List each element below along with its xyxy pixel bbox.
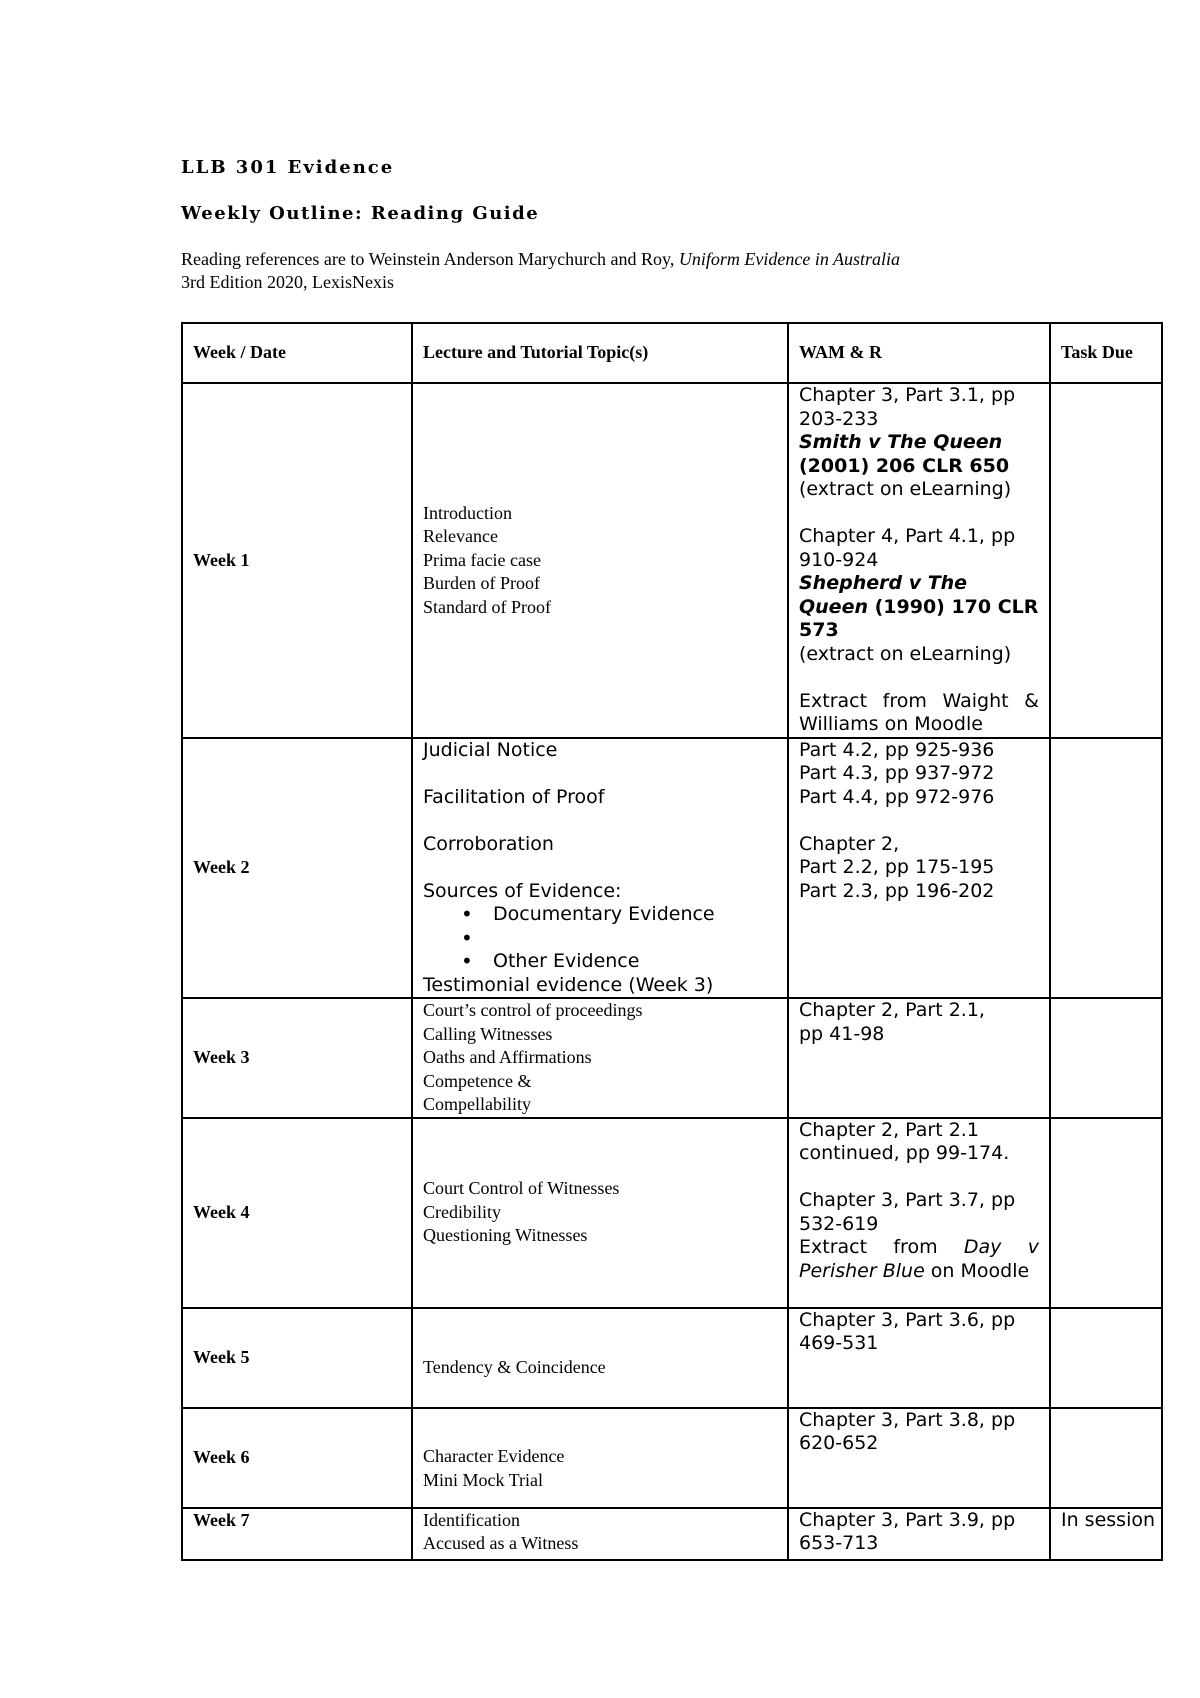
week-cell: Week 2 [182,738,412,999]
topics-cell [412,1308,788,1408]
table-row [182,998,1162,1118]
extract-suffix: on Moodle [924,1259,1030,1282]
intro-text: Reading references are to Weinstein Anderson Marychurch and Roy, [181,249,679,269]
reading-ref: Part 4.2, pp 925-936 [799,738,995,761]
case-name: Day v Perisher Blue [799,1236,1039,1282]
table-row [182,1118,1162,1308]
topic-item: Testimonial evidence (Week 3) [423,973,714,996]
bullet-item: • Other Evidence [423,950,787,974]
topic-item: Compellability [423,1094,531,1114]
topic-item: Calling Witnesses [423,1023,553,1044]
reading-ref: Chapter 4, Part 4.1, pp 910-924 [799,525,1016,571]
reading-ref: Chapter 3, Part 3.7, pp 532-619 [799,1189,1016,1235]
topic-item: Burden of Proof [423,573,540,593]
table-row [182,738,1162,999]
topic-item: Competence & [423,1070,532,1091]
document-page [181,156,1161,1554]
topic-item: Identification [423,1509,520,1530]
reading-cell [788,998,1050,1118]
topics-cell [412,1508,788,1560]
extract-prefix: Extract from [799,1236,964,1258]
header-week-date: Week / Date [182,323,412,383]
week-cell: Week 5 [182,1308,412,1408]
topic-item: Sources of Evidence: [423,879,622,902]
reading-cell [788,1118,1050,1308]
task-cell [1050,738,1162,999]
table-header-row [182,323,1162,383]
task-cell [1050,1118,1162,1308]
topic-item: Court’s control of proceedings [423,1000,643,1020]
week-cell: Week 1 [182,383,412,738]
reading-cell [788,738,1050,999]
week-cell: Week 3 [182,998,412,1118]
reading-ref: Chapter 3, Part 3.9, pp 653-713 [799,1508,1016,1554]
topic-item: Accused as a Witness [423,1533,579,1553]
reading-ref: Chapter 3, Part 3.8, pp 620-652 [799,1408,1016,1454]
reading-ref: Chapter 2, [799,832,900,855]
reading-cell [788,1408,1050,1508]
case-citation [799,572,1039,643]
reading-ref: Part 4.3, pp 937-972 [799,762,995,784]
reading-cell [788,1508,1050,1560]
reading-cell [788,1308,1050,1408]
reading-ref: Part 2.2, pp 175-195 [799,856,995,878]
reading-ref: Part 2.3, pp 196-202 [799,879,995,902]
topics-cell [412,998,788,1118]
topic-item: Prima facie case [423,549,541,570]
reading-ref: Part 4.4, pp 972-976 [799,785,995,808]
task-cell [1050,383,1162,738]
week-cell: Week 7 [182,1508,412,1560]
week-cell: Week 4 [182,1118,412,1308]
case-citation [799,431,1039,478]
case-name: Shepherd v The Queen [799,572,968,618]
table-row [182,383,1162,738]
task-cell [1050,998,1162,1118]
header-task-due: Task Due [1050,323,1162,383]
header-wam-r: WAM & R [788,323,1050,383]
topic-item: Credibility [423,1201,501,1222]
topic-bullet-list [423,903,787,974]
task-cell [1050,1308,1162,1408]
reading-ref: Chapter 2, Part 2.1, [799,999,985,1021]
table-row [182,1408,1162,1508]
topic-item: Tendency & Coincidence [423,1356,606,1377]
reading-ref: pp 41-98 [799,1022,885,1045]
task-cell [1050,1408,1162,1508]
topic-item: Judicial Notice [423,738,558,761]
topic-item: Standard of Proof [423,596,551,617]
topic-item: Court Control of Witnesses [423,1178,620,1199]
task-cell: In session [1050,1508,1162,1560]
reading-extract: Extract from Waight & Williams on Moodle [799,689,1039,735]
topics-cell [412,1408,788,1508]
reading-note: (extract on eLearning) [799,478,1012,500]
topic-item: Relevance [423,526,498,546]
week-cell: Week 6 [182,1408,412,1508]
case-name: Smith v The Queen [799,431,1003,453]
reading-note: (extract on eLearning) [799,642,1012,665]
topic-item: Mini Mock Trial [423,1469,544,1490]
topic-item: Introduction [423,502,512,523]
topic-item: Character Evidence [423,1446,565,1466]
topics-cell [412,383,788,738]
intro-book-title: Uniform Evidence in Australia [678,249,901,269]
topic-item: Oaths and Affirmations [423,1047,592,1067]
intro-edition: 3rd Edition 2020, LexisNexis [181,272,394,292]
topic-item: Corroboration [423,832,554,855]
header-topics: Lecture and Tutorial Topic(s) [412,323,788,383]
weekly-outline-table [181,322,1163,1561]
document-subtitle: Weekly Outline: Reading Guide [181,203,540,224]
topic-item: Questioning Witnesses [423,1225,588,1246]
course-title: LLB 301 Evidence [181,157,395,178]
table-row [182,1308,1162,1408]
reading-ref: Chapter 2, Part 2.1 continued, pp 99-174. [799,1118,1010,1164]
topics-cell [412,1118,788,1308]
case-cite: (2001) 206 CLR 650 [799,454,1010,477]
topics-cell [412,738,788,999]
topic-item: Facilitation of Proof [423,785,605,808]
bullet-item: • Documentary Evidence [423,903,787,927]
reading-ref: Chapter 3, Part 3.1, pp 203-233 [799,384,1016,430]
reading-ref: Chapter 3, Part 3.6, pp 469-531 [799,1308,1016,1354]
reading-extract [799,1236,1039,1283]
table-row [182,1508,1162,1560]
reading-reference-intro [181,248,1161,294]
reading-cell [788,383,1050,738]
case-cite: (1990) 170 CLR 573 [799,595,1039,641]
